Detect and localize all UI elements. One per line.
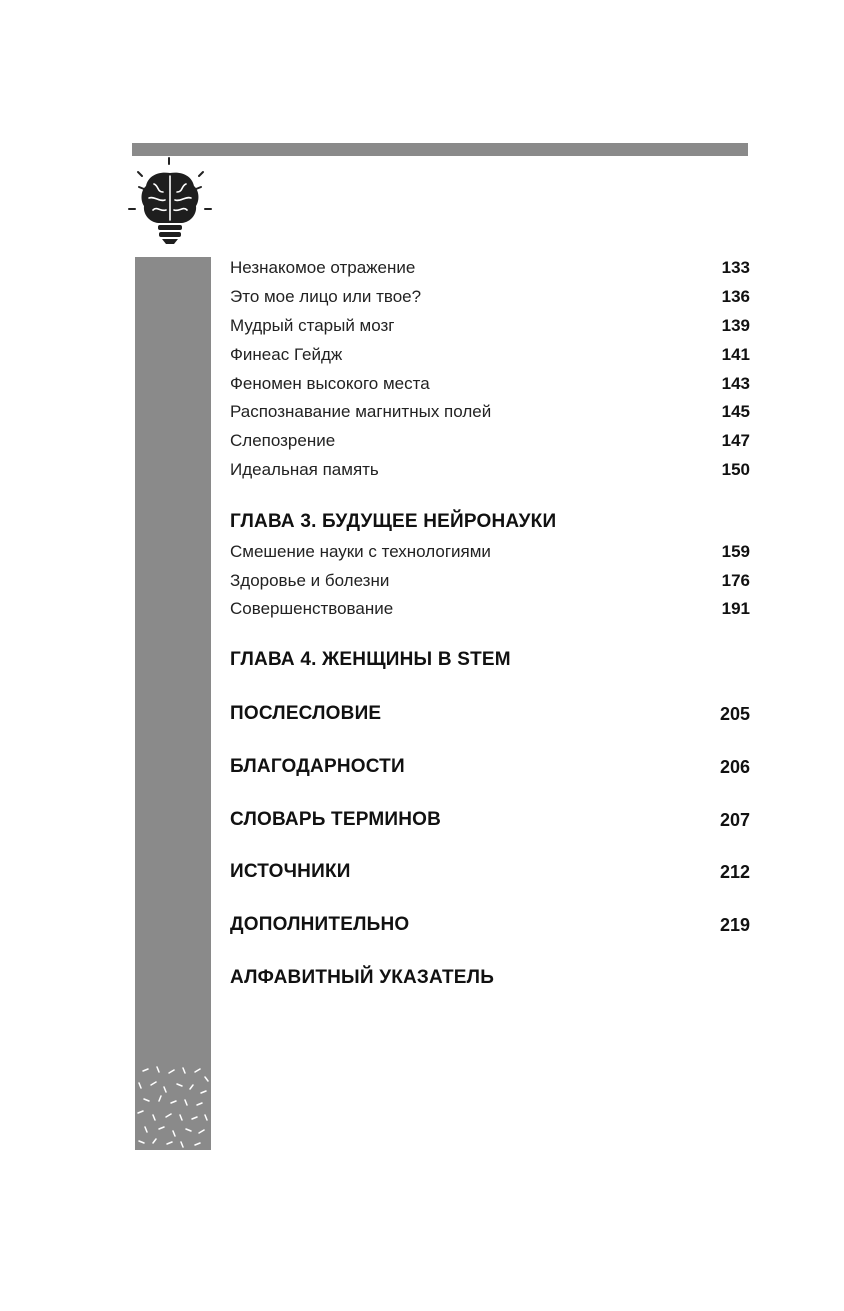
confetti-pattern [135,1057,211,1150]
toc-entry-title: Идеальная память [230,460,379,479]
toc-entry-page: 207 [719,809,750,830]
toc-entry-page: 143 [721,374,750,393]
toc-entry[interactable] [230,597,750,621]
toc-entry-title: ПОСЛЕСЛОВИЕ [230,703,382,724]
toc-entry-page: 147 [721,431,750,450]
toc-entry-title: Феномен высокого места [230,374,430,393]
toc-entry-title: СЛОВАРЬ ТЕРМИНОВ [230,809,442,830]
toc-entry[interactable] [230,314,750,338]
toc-entry-page: 139 [721,316,750,335]
toc-entry-page: 212 [719,861,750,882]
toc-entry-title: ДОПОЛНИТЕЛЬНО [230,914,410,935]
toc-chapter-heading[interactable] [230,648,750,672]
toc-entry[interactable] [230,458,750,482]
toc-entry-title: Распознавание магнитных полей [230,402,492,421]
toc-entry-page: 191 [721,599,750,618]
toc-entry[interactable] [230,429,750,453]
toc-back-matter-entry[interactable] [230,755,750,779]
toc-entry[interactable] [230,540,750,564]
side-decorative-bar [135,257,211,1150]
toc-chapter-heading[interactable] [230,510,750,534]
toc-entry[interactable] [230,285,750,309]
toc-entry-page: 136 [721,287,750,306]
toc-entry[interactable] [230,372,750,396]
toc-entry-page: 150 [721,460,750,479]
chapter-4-title: ГЛАВА 4. ЖЕНЩИНЫ В STEM [230,649,511,670]
toc-entry-page: 141 [721,345,750,364]
toc-entry-title: Совершенствование [230,599,394,618]
toc-back-matter-entry[interactable] [230,702,750,726]
toc-entry-title: БЛАГОДАРНОСТИ [230,756,405,777]
toc-back-matter-entry[interactable] [230,966,750,990]
toc-entry-page: 206 [719,756,750,777]
toc-back-matter-entry[interactable] [230,808,750,832]
toc-entry[interactable] [230,400,750,424]
toc-entry[interactable] [230,256,750,280]
toc-entry-page: 133 [721,258,750,277]
toc-entry-page: 176 [721,571,750,590]
toc-entry-title: Мудрый старый мозг [230,316,395,335]
brain-lightbulb-icon [126,156,222,248]
toc-entry-title: АЛФАВИТНЫЙ УКАЗАТЕЛЬ [230,967,495,988]
toc-back-matter-entry[interactable] [230,860,750,884]
toc-entry-title: Незнакомое отражение [230,258,416,277]
toc-entry-title: Это мое лицо или твое? [230,287,422,306]
toc-entry-title: Финеас Гейдж [230,345,343,364]
toc-entry-page: 219 [719,914,750,935]
toc-back-matter-entry[interactable] [230,913,750,937]
toc-entry-page: 145 [721,402,750,421]
toc-entry-page: 159 [721,542,750,561]
toc-entry[interactable] [230,343,750,367]
toc-entry[interactable] [230,569,750,593]
toc-entry-title: ИСТОЧНИКИ [230,861,351,882]
toc-entry-title: Смешение науки с технологиями [230,542,491,561]
toc-entry-title: Слепозрение [230,431,336,450]
top-decorative-bar [132,143,748,156]
chapter-3-title: ГЛАВА 3. БУДУЩЕЕ НЕЙРОНАУКИ [230,511,557,532]
toc-entry-title: Здоровье и болезни [230,571,390,590]
toc-entry-page: 205 [719,703,750,724]
